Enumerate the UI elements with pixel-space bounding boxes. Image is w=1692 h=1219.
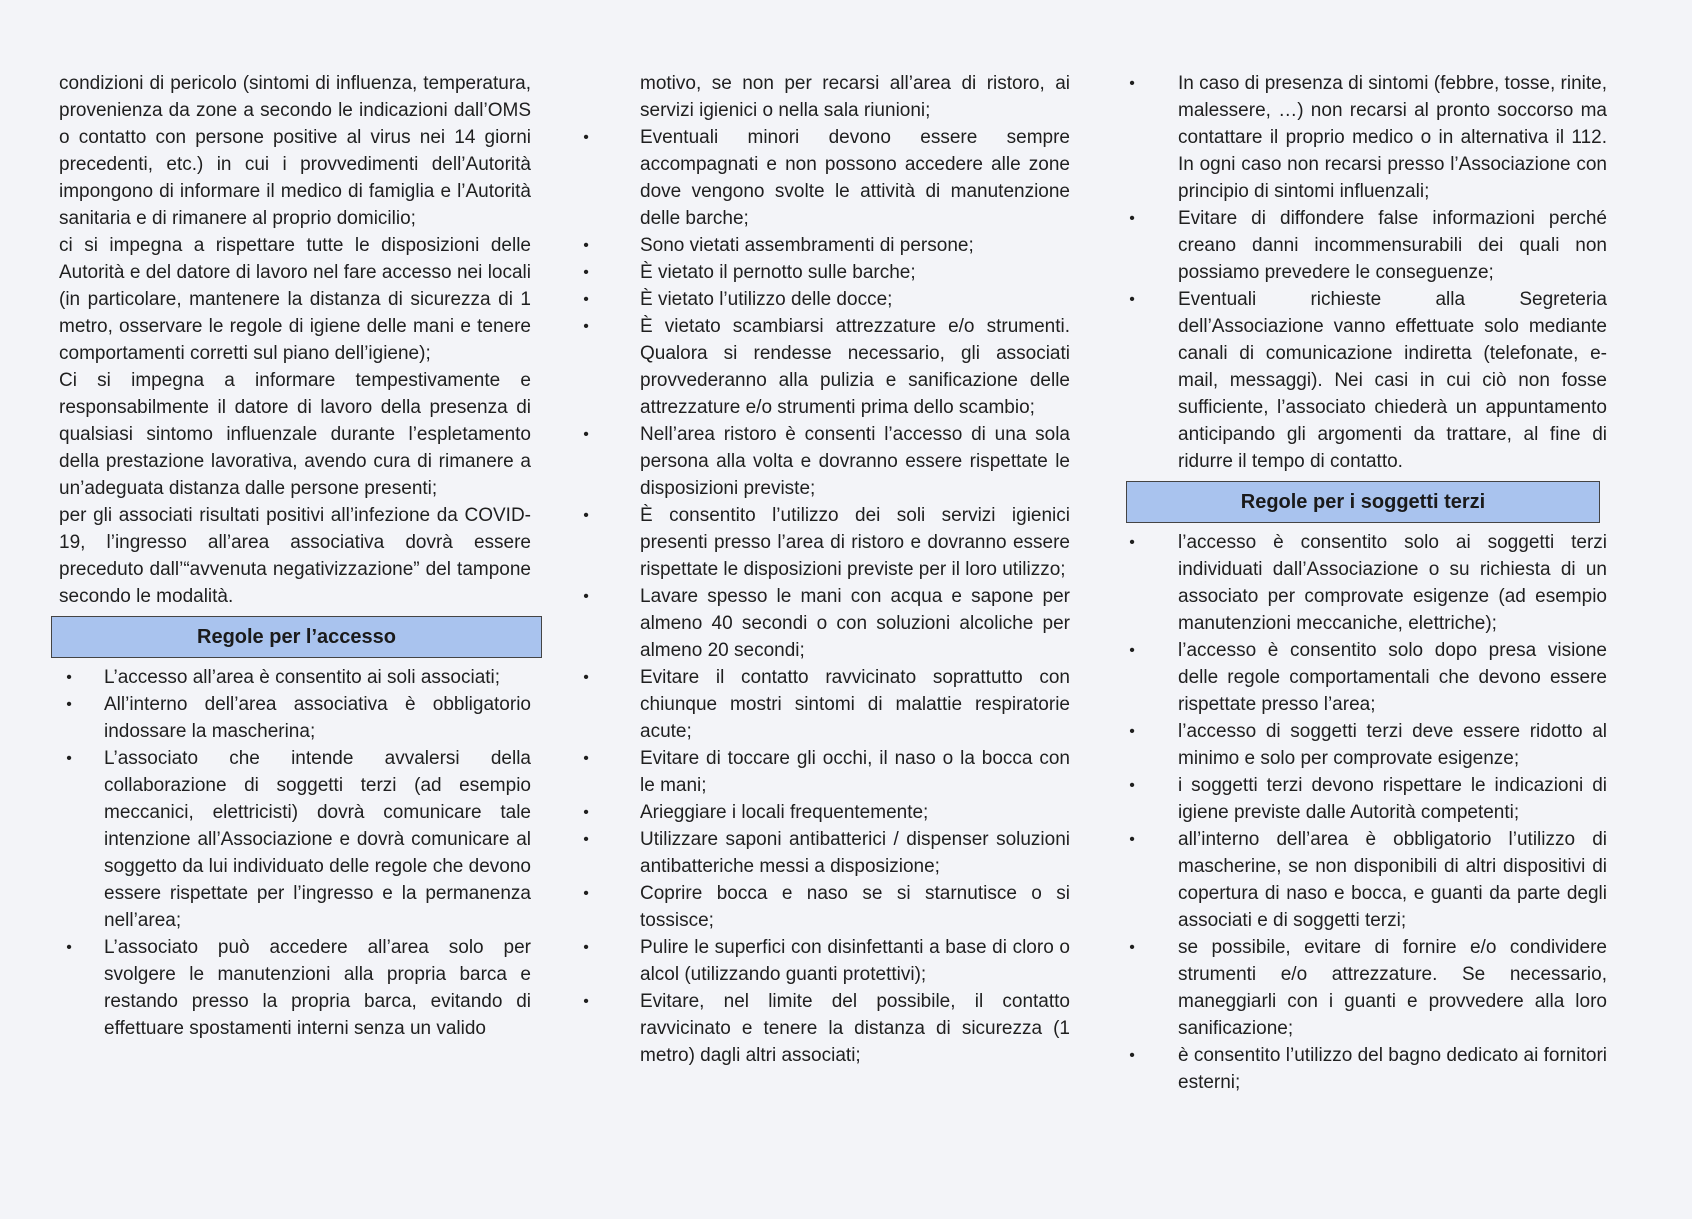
paragraph: ci si impegna a rispettare tutte le disposizioni delle Autorità e del datore di lavoro nel fare accesso nei locali (in particolare, mantenere la distanza di sicurezza di 1 metro, osservare le regole di igiene delle mani e tenere comportamenti corretti sul piano dell’igiene); bbox=[59, 235, 531, 364]
list-item bbox=[585, 880, 1070, 934]
list-item bbox=[585, 826, 1070, 880]
list-item bbox=[1128, 205, 1607, 286]
list-item-text: In caso di presenza di sintomi (febbre, tosse, rinite, malessere, …) non recarsi al pronto soccorso ma contattare il proprio medico o in alternativa il 112. In ogni caso non recarsi presso l’Associazione con principio di sintomi influenzali; bbox=[1178, 73, 1607, 202]
list-item bbox=[1128, 529, 1607, 637]
list-item-text: Arieggiare i locali frequentemente; bbox=[640, 802, 929, 823]
bullet-list-soggetti-terzi bbox=[1128, 529, 1607, 1096]
bullet-icon: • bbox=[1129, 1047, 1135, 1064]
list-item-text: È vietato l’utilizzo delle docce; bbox=[640, 289, 893, 310]
list-item-text: Evitare, nel limite del possibile, il contatto ravvicinato e tenere la distanza di sicurezza (1 metro) dagli altri associati; bbox=[640, 991, 1070, 1066]
list-item bbox=[1128, 934, 1607, 1042]
list-item-text: L’associato può accedere all’area solo per svolgere le manutenzioni alla propria barca e restando presso la propria barca, evitando di effettuare spostamenti interni senza un valido bbox=[104, 937, 531, 1039]
bullet-icon: • bbox=[583, 291, 589, 308]
bullet-icon: • bbox=[1129, 777, 1135, 794]
list-item bbox=[585, 421, 1070, 502]
list-item-text: se possibile, evitare di fornire e/o condividere strumenti e/o attrezzature. Se necessario, maneggiarli con i guanti e provvedere alla loro sanificazione; bbox=[1178, 937, 1607, 1039]
list-item bbox=[585, 988, 1070, 1069]
list-item-text: Evitare il contatto ravvicinato soprattutto con chiunque mostri sintomi di malattie respiratorie acute; bbox=[640, 667, 1070, 742]
list-item bbox=[1128, 1042, 1607, 1096]
bullet-icon: • bbox=[66, 669, 72, 686]
list-item-text: è consentito l’utilizzo del bagno dedicato ai fornitori esterni; bbox=[1178, 1045, 1607, 1093]
list-item bbox=[1128, 772, 1607, 826]
list-item bbox=[585, 934, 1070, 988]
list-item-text: l’accesso di soggetti terzi deve essere ridotto al minimo e solo per comprovate esigenze; bbox=[1178, 721, 1607, 769]
bullet-icon: • bbox=[1129, 534, 1135, 551]
list-item bbox=[585, 583, 1070, 664]
list-item bbox=[585, 313, 1070, 421]
list-item-text: Eventuali minori devono essere sempre accompagnati e non possono accedere alle zone dove vengono svolte le attività di manutenzione delle barche; bbox=[640, 127, 1070, 229]
list-item-text: Nell’area ristoro è consenti l’accesso di una sola persona alla volta e dovranno essere rispettate le disposizioni previste; bbox=[640, 424, 1070, 499]
bullet-icon: • bbox=[1129, 210, 1135, 227]
column-middle bbox=[585, 70, 1070, 1069]
bullet-icon: • bbox=[583, 588, 589, 605]
column-left bbox=[59, 70, 531, 1042]
bullet-icon: • bbox=[1129, 723, 1135, 740]
column-right bbox=[1128, 70, 1607, 1096]
bullet-icon: • bbox=[583, 318, 589, 335]
bullet-icon: • bbox=[583, 426, 589, 443]
list-item bbox=[59, 934, 531, 1042]
list-item bbox=[585, 259, 1070, 286]
list-item bbox=[59, 745, 531, 934]
bullet-icon: • bbox=[583, 831, 589, 848]
list-item bbox=[585, 124, 1070, 232]
list-item bbox=[59, 664, 531, 691]
list-item bbox=[1128, 286, 1607, 475]
bullet-icon: • bbox=[66, 750, 72, 767]
list-item-text: Pulire le superfici con disinfettanti a base di cloro o alcol (utilizzando guanti protettivi); bbox=[640, 937, 1070, 985]
bullet-list-middle bbox=[585, 70, 1070, 1069]
list-item bbox=[585, 286, 1070, 313]
bullet-icon: • bbox=[583, 750, 589, 767]
bullet-icon: • bbox=[583, 264, 589, 281]
bullet-icon: • bbox=[583, 993, 589, 1010]
list-item-text: È vietato il pernotto sulle barche; bbox=[640, 262, 916, 283]
list-item-text: Coprire bocca e naso se si starnutisce o si tossisce; bbox=[640, 883, 1070, 931]
list-item-text: Evitare di diffondere false informazioni perché creano danni incommensurabili dei quali non possiamo prevedere le conseguenze; bbox=[1178, 208, 1607, 283]
list-item-text: È consentito l’utilizzo dei soli servizi igienici presenti presso l’area di ristoro e dovranno essere rispettate le disposizioni previste per il loro utilizzo; bbox=[640, 505, 1070, 580]
list-item-text: i soggetti terzi devono rispettare le indicazioni di igiene previste dalle Autorità competenti; bbox=[1178, 775, 1607, 823]
paragraph: per gli associati risultati positivi all’infezione da COVID-19, l’ingresso all’area associativa dovrà essere preceduto dall’“avvenuta negativizzazione” del tampone secondo le modalità. bbox=[59, 505, 531, 607]
bullet-icon: • bbox=[583, 885, 589, 902]
bullet-icon: • bbox=[583, 129, 589, 146]
list-item bbox=[585, 502, 1070, 583]
bullet-icon: • bbox=[583, 507, 589, 524]
list-item-text: all’interno dell’area è obbligatorio l’utilizzo di mascherine, se non disponibili di altri dispositivi di copertura di naso e bocca, e guanti da parte degli associati e di soggetti terzi; bbox=[1178, 829, 1607, 931]
list-item bbox=[585, 232, 1070, 259]
list-item-text: l’accesso è consentito solo ai soggetti terzi individuati dall’Associazione o su richiesta di un associato per comprovate esigenze (ad esempio manutenzioni meccaniche, elettriche); bbox=[1178, 532, 1607, 634]
section-heading-soggetti-terzi: Regole per i soggetti terzi bbox=[1126, 481, 1600, 523]
paragraph: Ci si impegna a informare tempestivamente e responsabilmente il datore di lavoro della presenza di qualsiasi sintomo influenzale durante l’espletamento della prestazione lavorativa, avendo cura di rimanere a un’adeguata distanza dalle persone presenti; bbox=[59, 370, 531, 499]
list-item-text: Utilizzare saponi antibatterici / dispenser soluzioni antibatteriche messi a disposizione; bbox=[640, 829, 1070, 877]
paragraph: condizioni di pericolo (sintomi di influenza, temperatura, provenienza da zone a secondo le indicazioni dall’OMS o contatto con persone positive al virus nei 14 giorni precedenti, etc.) in cui i provvedimenti dell’Autorità impongono di informare il medico di famiglia e l’Autorità sanitaria e di rimanere al proprio domicilio; bbox=[59, 73, 531, 229]
list-item-text: motivo, se non per recarsi all’area di ristoro, ai servizi igienici o nella sala riunioni; bbox=[640, 73, 1070, 121]
list-item-text: Sono vietati assembramenti di persone; bbox=[640, 235, 974, 256]
bullet-icon: • bbox=[583, 669, 589, 686]
list-item-text: L’associato che intende avvalersi della collaborazione di soggetti terzi (ad esempio meccanici, elettricisti) dovrà comunicare tale intenzione all’Associazione e dovrà comunicare al soggetto da lui individuato delle regole che devono essere rispettate per l’ingresso e la permanenza nell’area; bbox=[104, 748, 531, 931]
bullet-list-accesso bbox=[59, 664, 531, 1042]
bullet-icon: • bbox=[583, 237, 589, 254]
bullet-icon: • bbox=[583, 804, 589, 821]
list-item bbox=[59, 691, 531, 745]
list-item bbox=[1128, 826, 1607, 934]
bullet-icon: • bbox=[1129, 939, 1135, 956]
list-item bbox=[585, 799, 1070, 826]
list-item bbox=[585, 664, 1070, 745]
list-item bbox=[1128, 70, 1607, 205]
bullet-icon: • bbox=[1129, 291, 1135, 308]
list-item-text: All’interno dell’area associativa è obbligatorio indossare la mascherina; bbox=[104, 694, 531, 742]
list-item bbox=[1128, 718, 1607, 772]
bullet-icon: • bbox=[1129, 75, 1135, 92]
bullet-icon: • bbox=[66, 939, 72, 956]
list-item-text: L’accesso all’area è consentito ai soli associati; bbox=[104, 667, 501, 688]
bullet-icon: • bbox=[1129, 831, 1135, 848]
list-item-text: l’accesso è consentito solo dopo presa visione delle regole comportamentali che devono essere rispettate presso l’area; bbox=[1178, 640, 1607, 715]
list-item bbox=[585, 745, 1070, 799]
list-item-text: Eventuali richieste alla Segreteria dell’Associazione vanno effettuate solo mediante canali di comunicazione indiretta (telefonate, e-mail, messaggi). Nei casi in cui ciò non fosse sufficiente, l’associato chiederà un appuntamento anticipando gli argomenti da trattare, al fine di ridurre il tempo di contatto. bbox=[1178, 289, 1607, 472]
list-item-continuation bbox=[585, 70, 1070, 124]
section-heading-accesso: Regole per l’accesso bbox=[51, 616, 542, 658]
list-item-text: Lavare spesso le mani con acqua e sapone per almeno 40 secondi o con soluzioni alcoliche per almeno 20 secondi; bbox=[640, 586, 1070, 661]
bullet-list-right-top bbox=[1128, 70, 1607, 475]
bullet-icon: • bbox=[66, 696, 72, 713]
bullet-icon: • bbox=[583, 939, 589, 956]
list-item-text: Evitare di toccare gli occhi, il naso o la bocca con le mani; bbox=[640, 748, 1070, 796]
bullet-icon: • bbox=[1129, 642, 1135, 659]
list-item-text: È vietato scambiarsi attrezzature e/o strumenti. Qualora si rendesse necessario, gli associati provvederanno alla pulizia e sanificazione delle attrezzature e/o strumenti prima dello scambio; bbox=[640, 316, 1070, 418]
list-item bbox=[1128, 637, 1607, 718]
